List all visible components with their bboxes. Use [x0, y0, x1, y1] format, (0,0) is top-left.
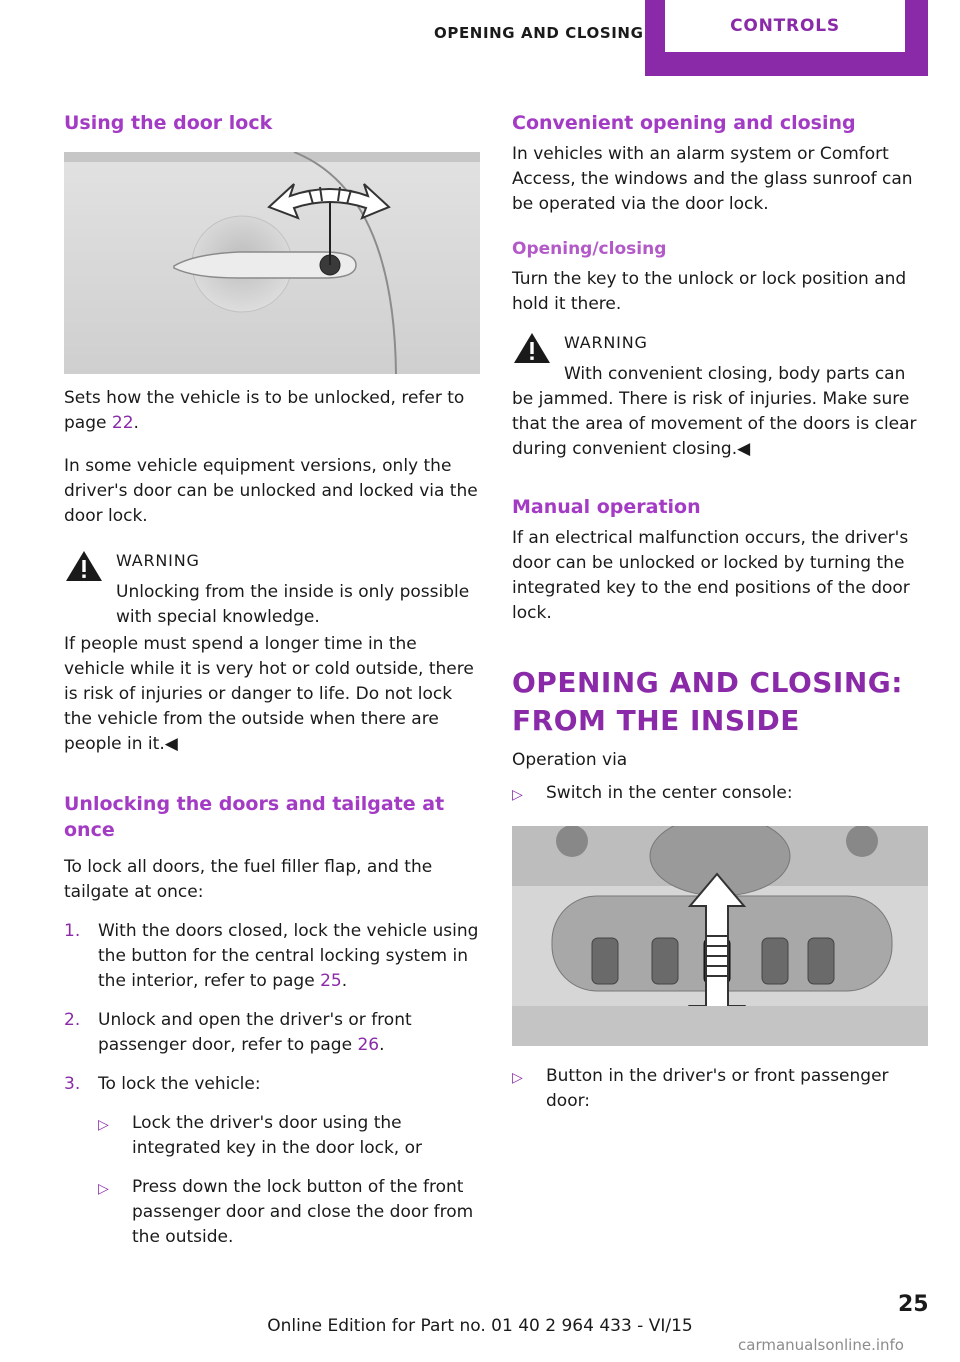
substep-1	[98, 1111, 480, 1161]
step-2-period: .	[379, 1035, 385, 1055]
step-3	[64, 1072, 480, 1097]
convenient-intro: In vehicles with an alarm system or Comfort Access, the windows and the glass sunroof can be operated via the door lock.	[512, 144, 913, 214]
page-link-25[interactable]: 25	[320, 971, 342, 991]
warning-text-1	[64, 580, 480, 630]
door-handle-image	[64, 152, 480, 374]
page-link-26[interactable]: 26	[357, 1035, 380, 1055]
warning-text: With convenient closing, body parts can be jammed. There is risk of injuries. Make sure that the area of movement of the doors is clear during convenient closing.◀	[512, 364, 917, 459]
right-column	[512, 110, 928, 1114]
chapter-tab-box	[665, 0, 905, 52]
heading-convenient-opening: Convenient opening and closing	[512, 112, 856, 134]
step-text: To lock the vehicle:	[98, 1074, 261, 1094]
page-link-22[interactable]: 22	[111, 413, 134, 433]
substeps-list	[64, 1111, 480, 1250]
turn-key-text: Turn the key to the unlock or lock position and hold it there.	[512, 269, 907, 314]
step-1	[64, 919, 480, 994]
warning-triangle-icon	[512, 331, 552, 365]
bullet-door-button	[512, 1064, 928, 1114]
heading-using-door-lock: Using the door lock	[64, 112, 273, 134]
unlock-settings-sentence: Sets how the vehicle is to be unlocked, refer to page	[64, 388, 465, 433]
door-handle-illustration	[64, 152, 480, 374]
warning-block-right	[512, 331, 928, 462]
lock-all-intro: To lock all doors, the fuel filler flap, and the tailgate at once:	[64, 857, 433, 902]
step-text	[98, 919, 480, 994]
substep-text: Press down the lock button of the front passenger door and close the door from the outside.	[132, 1177, 474, 1247]
heading-from-inside-line2: FROM THE INSIDE	[512, 704, 800, 737]
unlock-settings-text	[64, 386, 480, 436]
step-1-text: With the doors closed, lock the vehicle using the button for the central locking system in the interior, refer to page	[98, 921, 479, 991]
warning-title: WARNING	[116, 551, 200, 570]
bullet-center-console	[512, 781, 928, 808]
page-number: 25	[898, 1292, 929, 1317]
subheading-opening-closing: Opening/closing	[512, 239, 667, 259]
step-number: 3.	[64, 1074, 81, 1094]
chapter-tab-label: CONTROLS	[730, 16, 840, 36]
step-2	[64, 1008, 480, 1058]
heading-manual-operation: Manual operation	[512, 496, 701, 518]
bullet-triangle-icon: ▷	[512, 787, 523, 803]
center-console-image	[512, 826, 928, 1046]
equipment-versions-text: In some vehicle equipment versions, only the driver's door can be unlocked and locked via the door lock.	[64, 456, 478, 526]
warning-title: WARNING	[564, 333, 648, 352]
heading-from-inside-line1: OPENING AND CLOSING:	[512, 666, 903, 699]
step-text	[98, 1008, 480, 1058]
step-number: 1.	[64, 921, 81, 941]
substep-2	[98, 1175, 480, 1250]
manual-operation-text: If an electrical malfunction occurs, the driver's door can be unlocked or locked by turning the integrated key to the end positions of the door lock.	[512, 528, 910, 623]
operation-via-text: Operation via	[512, 750, 628, 770]
unlock-settings-period: .	[133, 413, 139, 433]
warning-block-left	[64, 549, 480, 757]
warning-line-1: Unlocking from the inside is only possible with special knowledge.	[116, 582, 470, 627]
bullet-triangle-icon: ▷	[98, 1117, 109, 1133]
step-number: 2.	[64, 1010, 81, 1030]
bullet-text: Switch in the center console:	[546, 783, 793, 803]
edition-footer: Online Edition for Part no. 01 40 2 964 433 - VI/15	[267, 1316, 693, 1336]
bullet-triangle-icon: ▷	[512, 1070, 523, 1086]
bullet-triangle-icon: ▷	[98, 1181, 109, 1197]
substep-text: Lock the driver's door using the integrated key in the door lock, or	[132, 1113, 423, 1158]
step-1-period: .	[341, 971, 348, 991]
warning-text-2: If people must spend a longer time in the vehicle while it is very hot or cold outside, there is risk of injuries or danger to life. Do not lock the vehicle from the outside when there are people in it.◀	[64, 634, 474, 754]
step-2-text: Unlock and open the driver's or front passenger door, refer to page	[98, 1010, 412, 1055]
heading-unlocking-at-once: Unlocking the doors and tailgate at once	[64, 793, 445, 841]
left-column	[64, 110, 480, 1250]
section-title: OPENING AND CLOSING	[434, 24, 644, 42]
watermark: carmanualsonline.info	[738, 1336, 904, 1354]
steps-list	[64, 919, 480, 1250]
bullet-text: Button in the driver's or front passenger door:	[546, 1066, 889, 1111]
warning-triangle-icon	[64, 549, 104, 583]
center-console-illustration	[512, 826, 928, 1046]
chapter-tab	[645, 0, 928, 76]
